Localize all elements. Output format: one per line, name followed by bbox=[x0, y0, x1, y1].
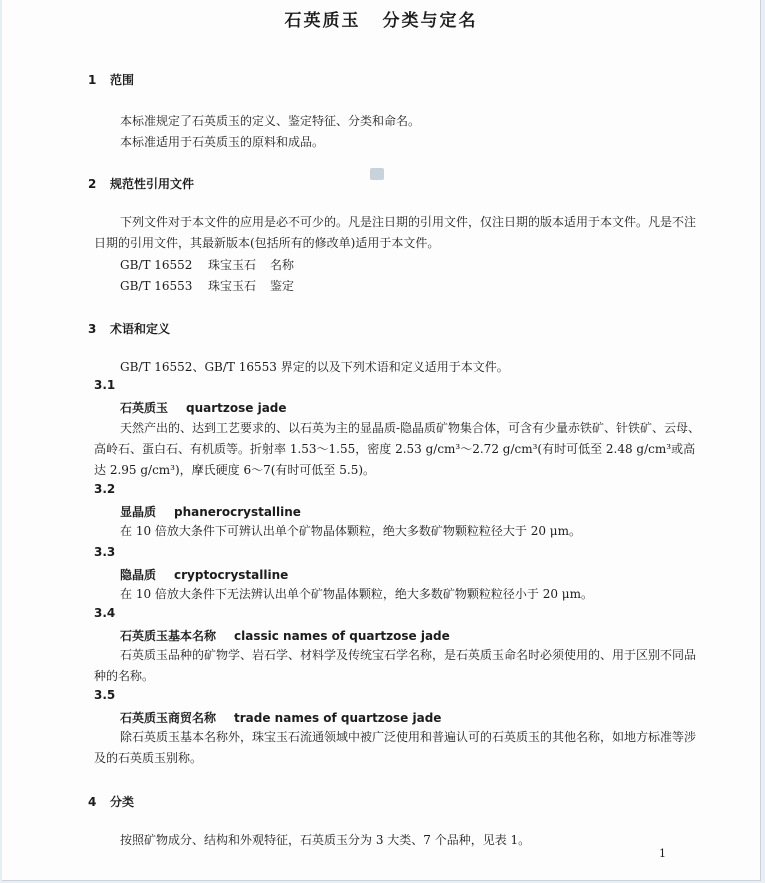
term-heading: 隐晶质 cryptocrystalline bbox=[120, 568, 289, 582]
clause-number: 3.2 bbox=[94, 482, 116, 496]
term-definition: 天然产出的、达到工艺要求的、以石英为主的显晶质-隐晶质矿物集合体，可含有少量赤铁矿、针铁矿、云母、高岭石、蛋白石、有机质等。折射率 1.53～1.55，密度 2.53 g/cm³～2.72 g/cm³(有时可低至 2.48 g/cm³或高达 2.95 g/cm³)，摩氏硬度 6～7(有时可低至 5.5)。 bbox=[94, 421, 701, 477]
term-definition: 除石英质玉基本名称外，珠宝玉石流通领域中被广泛使用和普遍认可的石英质玉的其他名称，如地方标准等涉及的石英质玉别称。 bbox=[94, 730, 697, 765]
section-2-heading: 2 规范性引用文件 bbox=[88, 177, 195, 191]
title-main: 石英质玉 bbox=[284, 11, 361, 31]
reference-item: GB/T 16552 珠宝玉石 名称 bbox=[120, 258, 295, 272]
document-page bbox=[2, 0, 761, 881]
clause-number: 3.3 bbox=[94, 545, 116, 559]
term-definition: 在 10 倍放大条件下无法辨认出单个矿物晶体颗粒，绝大多数矿物颗粒粒径小于 20 μm。 bbox=[120, 587, 593, 601]
section-1-para-1: 本标准规定了石英质玉的定义、鉴定特征、分类和命名。 bbox=[120, 114, 421, 128]
section-4-para-1: 按照矿物成分、结构和外观特征，石英质玉分为 3 大类、7 个品种，见表 1。 bbox=[120, 833, 531, 847]
title-sub: 分类与定名 bbox=[382, 11, 478, 31]
term-definition: 石英质玉品种的矿物学、岩石学、材料学及传统宝石学名称，是石英质玉命名时必须使用的、用于区别不同品种的名称。 bbox=[94, 648, 697, 683]
section-4-heading: 4 分类 bbox=[88, 795, 135, 809]
term-definition: 在 10 倍放大条件下可辨认出单个矿物晶体颗粒，绝大多数矿物颗粒粒径大于 20 μm。 bbox=[120, 524, 581, 538]
reference-item: GB/T 16553 珠宝玉石 鉴定 bbox=[120, 279, 295, 293]
section-1-heading: 1 范围 bbox=[88, 73, 135, 87]
clause-number: 3.4 bbox=[94, 606, 116, 620]
term-heading: 石英质玉商贸名称 trade names of quartzose jade bbox=[120, 711, 442, 725]
term-heading: 石英质玉 quartzose jade bbox=[120, 401, 287, 415]
clause-number: 3.5 bbox=[94, 688, 116, 702]
section-3-para-1: GB/T 16552、GB/T 16553 界定的以及下列术语和定义适用于本文件。 bbox=[120, 360, 509, 374]
section-1-para-2: 本标准适用于石英质玉的原料和成品。 bbox=[120, 135, 325, 149]
document-title bbox=[2, 6, 760, 31]
term-heading: 石英质玉基本名称 classic names of quartzose jade bbox=[120, 629, 450, 643]
clause-number: 3.1 bbox=[94, 378, 116, 392]
section-3-heading: 3 术语和定义 bbox=[88, 322, 171, 336]
term-heading: 显晶质 phanerocrystalline bbox=[120, 505, 301, 519]
page-number: 1 bbox=[659, 847, 666, 860]
section-2-para-1: 下列文件对于本文件的应用是必不可少的。凡是注日期的引用文件，仅注日期的版本适用于本文件。凡是不注日期的引用文件，其最新版本(包括所有的修改单)适用于本文件。 bbox=[94, 215, 697, 250]
scan-artifact bbox=[370, 168, 384, 180]
